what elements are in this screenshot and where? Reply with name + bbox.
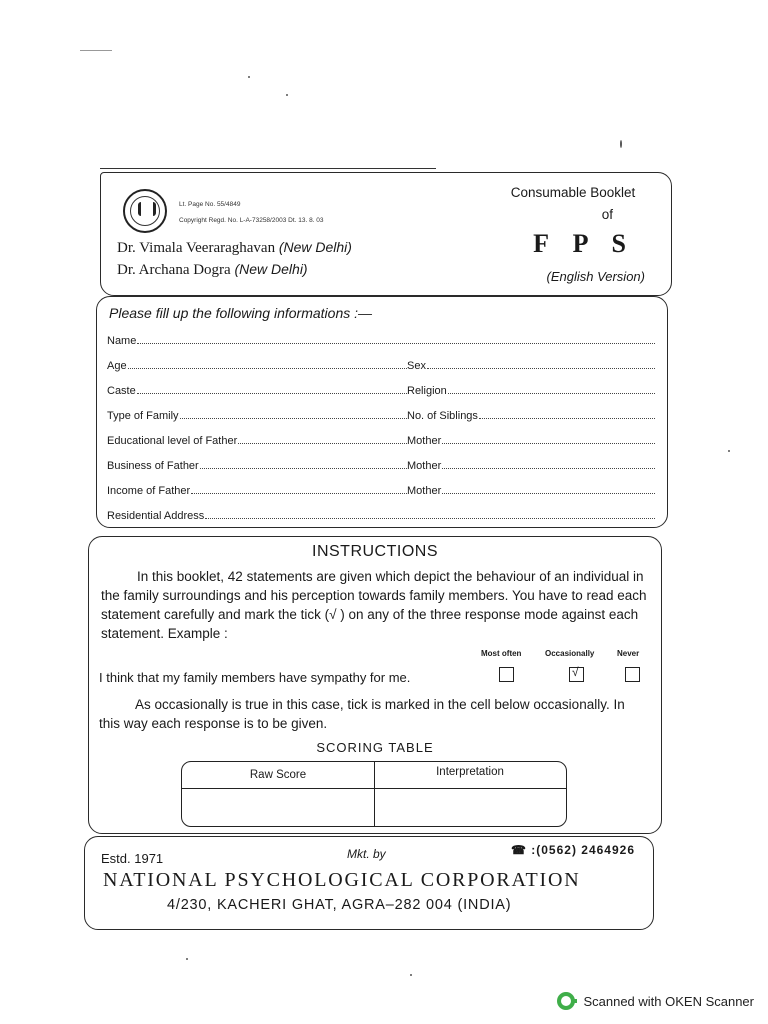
age-field[interactable] — [107, 356, 407, 372]
version-label: (English Version) — [546, 269, 645, 284]
registration-line-1: Lt. Page No. 55/4849 — [179, 201, 241, 208]
raw-score-header: Raw Score — [249, 769, 307, 781]
family-type-field[interactable] — [107, 406, 407, 422]
publisher-seal-icon — [123, 189, 167, 233]
scoring-table — [181, 761, 567, 827]
interpretation-header: Interpretation — [436, 766, 504, 778]
instructions-title: INSTRUCTIONS — [312, 543, 438, 560]
religion-label: Religion — [407, 385, 447, 397]
of-label: of — [601, 207, 613, 222]
occasionally-checkbox[interactable] — [569, 667, 584, 682]
instructions-paragraph-2: As occasionally is true in this case, tick is marked in the cell below occasionally. In this way each response is to be given. — [99, 697, 625, 731]
form-row-address — [107, 506, 655, 522]
marketed-by-label: Mkt. by — [347, 847, 386, 861]
business-father-label: Business of Father — [107, 460, 199, 472]
caste-field[interactable] — [107, 381, 407, 397]
test-title: F P S — [533, 229, 635, 258]
interpretation-cell[interactable] — [378, 792, 562, 822]
income-father-label: Income of Father — [107, 485, 191, 497]
form-row-caste-religion — [107, 381, 655, 397]
raw-score-cell[interactable] — [186, 792, 370, 822]
author-1-name: Dr. Vimala Veeraraghavan — [117, 240, 276, 256]
booklet-label: Consumable Booklet — [510, 185, 636, 200]
form-row-income — [107, 481, 655, 497]
author-1 — [117, 239, 352, 257]
option-never-label: Never — [617, 649, 640, 658]
registration-line-2: Copyright Regd. No. L-A-73258/2003 Dt. 13. 8. 03 — [179, 217, 324, 224]
name-label: Name — [107, 335, 137, 347]
scan-speck — [248, 76, 250, 78]
publisher-phone: ☎ :(0562) 2464926 — [510, 843, 635, 857]
business-mother-label: Mother — [407, 460, 442, 472]
business-mother-field[interactable] — [407, 456, 655, 472]
instructions-paragraph-1: In this booklet, 42 statements are given which depict the behaviour of an individual in the family surroundings and his perception towards family members. You have to read each statement carefully and mark the tick (√ ) on any of the three response mode against each statement. Example : — [101, 569, 647, 641]
scan-speck — [286, 94, 288, 96]
address-label: Residential Address — [107, 510, 205, 522]
example-statement: I think that my family members have sympathy for me. — [99, 670, 411, 685]
form-row-family-siblings — [107, 406, 655, 422]
scoring-table-title: SCORING TABLE — [316, 740, 434, 755]
instructions-panel — [88, 536, 662, 834]
scan-speck — [620, 140, 622, 148]
edu-mother-label: Mother — [407, 435, 442, 447]
scoring-table-header-rule — [182, 788, 566, 789]
never-checkbox[interactable] — [625, 667, 640, 682]
author-2-city: (New Delhi) — [234, 261, 308, 277]
tick-mark-icon: √ — [572, 665, 579, 679]
form-row-age-sex — [107, 356, 655, 372]
scan-speck — [728, 450, 730, 452]
publisher-name: NATIONAL PSYCHOLOGICAL CORPORATION — [103, 869, 581, 891]
scanner-label: Scanned with OKEN Scanner — [583, 993, 754, 1009]
name-field[interactable] — [107, 331, 655, 347]
most-often-checkbox[interactable] — [499, 667, 514, 682]
option-most-often-label: Most often — [481, 649, 522, 658]
scan-speck — [186, 958, 188, 960]
sex-label: Sex — [407, 360, 426, 372]
business-father-field[interactable] — [107, 456, 407, 472]
edu-mother-field[interactable] — [407, 431, 655, 447]
scan-mark — [80, 50, 112, 51]
income-mother-label: Mother — [407, 485, 442, 497]
publisher-footer — [84, 836, 654, 930]
author-2 — [117, 261, 308, 279]
edu-father-field[interactable] — [107, 431, 407, 447]
sex-field[interactable] — [407, 356, 655, 372]
form-row-education — [107, 431, 655, 447]
booklet-header — [100, 172, 672, 296]
form-heading: Please fill up the following informations :— — [109, 305, 373, 321]
scanner-watermark — [557, 992, 754, 1010]
form-row-name — [107, 331, 655, 347]
income-mother-field[interactable] — [407, 481, 655, 497]
scanner-logo-icon — [557, 992, 575, 1010]
edu-father-label: Educational level of Father — [107, 435, 238, 447]
publisher-address: 4/230, KACHERI GHAT, AGRA–282 004 (INDIA) — [167, 897, 512, 913]
caste-label: Caste — [107, 385, 136, 397]
religion-field[interactable] — [407, 381, 655, 397]
scan-speck — [410, 974, 412, 976]
address-field[interactable] — [107, 506, 655, 522]
author-1-city: (New Delhi) — [278, 239, 352, 255]
form-row-business — [107, 456, 655, 472]
option-occasionally-label: Occasionally — [545, 649, 595, 658]
income-father-field[interactable] — [107, 481, 407, 497]
personal-info-form — [96, 296, 668, 528]
siblings-field[interactable] — [407, 406, 655, 422]
family-type-label: Type of Family — [107, 410, 179, 422]
established-year: Estd. 1971 — [101, 851, 164, 866]
header-top-rule — [100, 168, 436, 169]
author-2-name: Dr. Archana Dogra — [117, 262, 231, 278]
siblings-label: No. of Siblings — [407, 410, 478, 422]
age-label: Age — [107, 360, 127, 372]
